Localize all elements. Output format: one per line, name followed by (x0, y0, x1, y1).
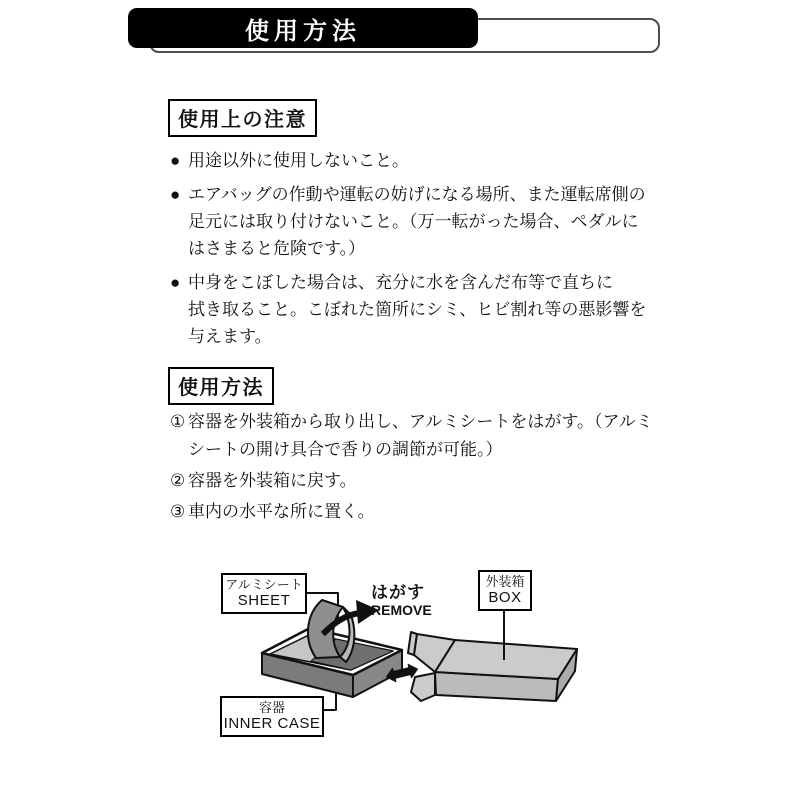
precautions-heading: 使用上の注意 (178, 109, 307, 131)
method-step (170, 408, 670, 464)
step-text (188, 408, 653, 464)
precaution-item (170, 147, 670, 174)
precaution-item (170, 181, 670, 262)
text-line: 与えます。 (188, 327, 272, 346)
precautions-list (170, 147, 670, 357)
inner-case-label-en: INNER CASE (223, 715, 321, 732)
method-heading-box (168, 367, 274, 405)
step-number: ③ (170, 502, 186, 521)
step-number: ② (170, 471, 186, 490)
precaution-text (188, 147, 409, 174)
text-line: 中身をこぼした場合は、充分に水を含んだ布等で直ちに (188, 273, 613, 292)
bullet-marker: ● (170, 151, 181, 170)
text-line: 容器を外装箱に戻す。 (188, 471, 357, 490)
box-label-jp: 外装箱 (485, 574, 525, 589)
aluminium-sheet-flap (308, 600, 354, 662)
precaution-text (188, 181, 646, 262)
sheet-label (221, 573, 307, 614)
precaution-item (170, 269, 670, 350)
bullet-marker: ● (170, 185, 181, 204)
step-text (188, 467, 357, 495)
text-line: 用途以外に使用しないこと。 (188, 151, 409, 170)
header-title-bar (128, 8, 478, 48)
text-line: 容器を外装箱から取り出し、アルミシートをはがす。（アルミ (188, 412, 653, 431)
bullet-marker: ● (170, 273, 181, 292)
box-label-en: BOX (488, 589, 522, 606)
text-line: 車内の水平な所に置く。 (188, 502, 375, 521)
method-step (170, 498, 670, 526)
text-line: 拭き取ること。こぼれた箇所にシミ、ヒビ割れ等の悪影響を (188, 300, 647, 319)
method-heading: 使用方法 (178, 377, 264, 399)
precaution-text (188, 269, 646, 350)
precautions-heading-box (168, 99, 317, 137)
outer-box-drawing (408, 632, 577, 701)
step-text (188, 498, 375, 526)
text-line: シートの開け具合で香りの調節が可能。） (188, 440, 503, 459)
box-label (478, 570, 532, 611)
step-number: ① (170, 412, 186, 431)
inner-case-label (220, 696, 324, 737)
text-line: はさまると危険です。） (188, 239, 366, 258)
text-line: エアバッグの作動や運転の妨げになる場所、また運転席側の (188, 185, 646, 204)
text-line: 足元には取り付けないこと。（万一転がった場合、ペダルに (188, 212, 639, 231)
sheet-label-jp: アルミシート (225, 577, 303, 592)
remove-note-en: REMOVE (371, 601, 432, 618)
sheet-label-en: SHEET (237, 592, 291, 609)
inner-case-label-jp: 容器 (258, 700, 285, 715)
method-step (170, 467, 670, 495)
remove-note (371, 584, 432, 618)
method-steps (170, 408, 670, 529)
page-title: 使用方法 (245, 17, 361, 45)
remove-note-jp: はがす (371, 583, 425, 602)
